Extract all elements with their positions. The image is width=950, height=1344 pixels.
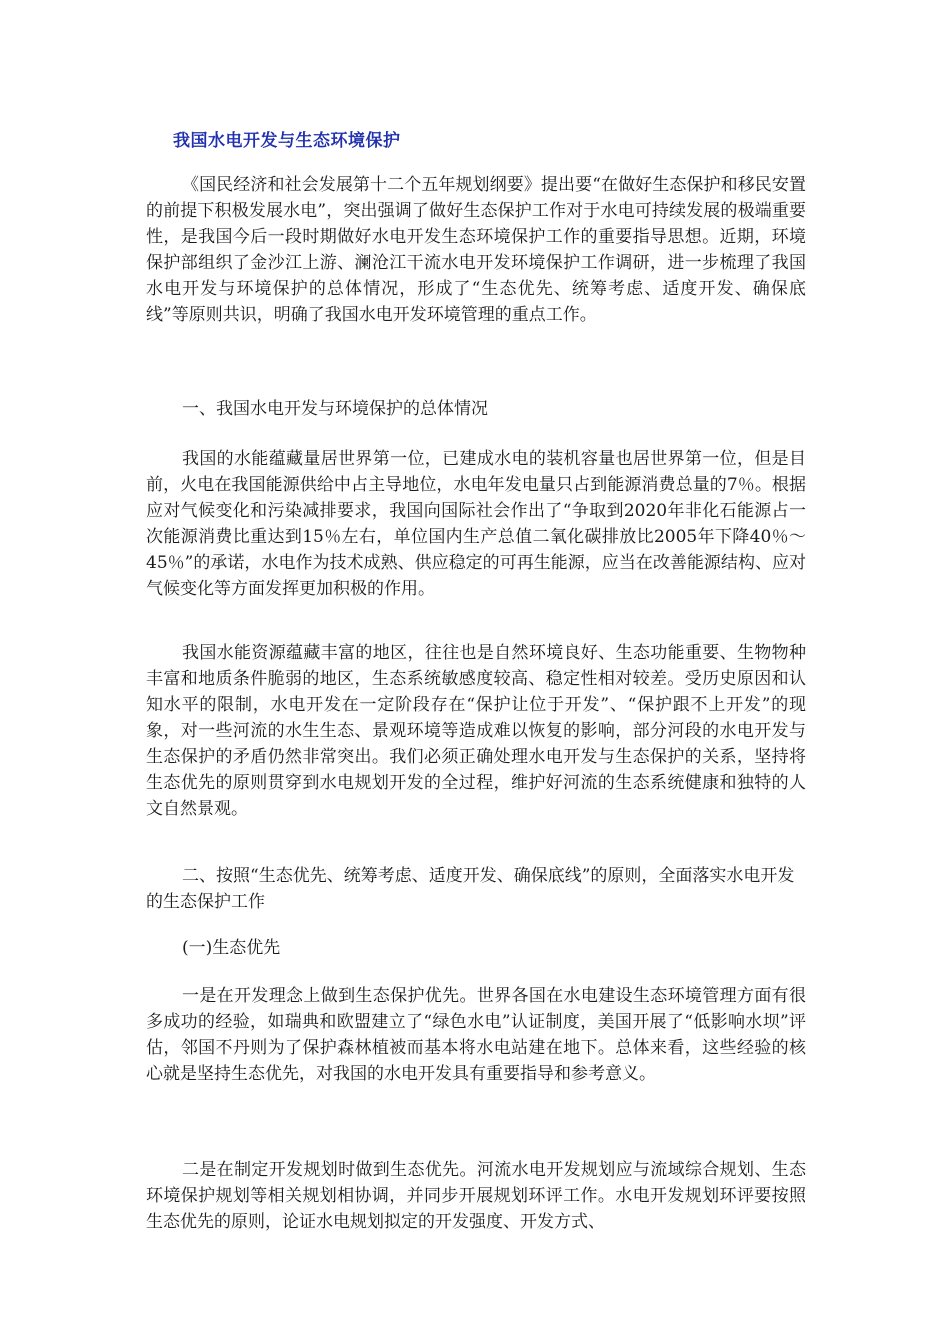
subsection-1-paragraph-2: 二是在制定开发规划时做到生态优先。河流水电开发规划应与流域综合规划、生态环境保护规划等相关规划相协调，并同步开展规划环评工作。水电开发规划环评要按照生态优先的原则，论证水电规划拟定的开发强度、开发方式、 [146,1160,806,1232]
section-1-paragraph-2: 我国水能资源蕴藏丰富的地区，往往也是自然环境良好、生态功能重要、生物物种丰富和地质条件脆弱的地区，生态系统敏感度较高、稳定性相对较差。受历史原因和认知水平的限制，水电开发在一定阶段存在“保护让位于开发”、“保护跟不上开发”的现象，对一些河流的水生生态、景观环境等造成难以恢复的影响，部分河段的水电开发与生态保护的矛盾仍然非常突出。我们必须正确处理水电开发与生态保护的关系，坚持将生态优先的原则贯穿到水电规划开发的全过程，维护好河流的生态系统健康和独特的人文自然景观。 [146,643,806,819]
section-1-heading: 一、我国水电开发与环境保护的总体情况 [182,399,488,419]
document-title: 我国水电开发与生态环境保护 [173,131,401,151]
section-1-paragraph-1: 我国的水能蕴藏量居世界第一位，已建成水电的装机容量也居世界第一位，但是目前，火电在我国能源供给中占主导地位，水电年发电量只占到能源消费总量的7％。根据应对气候变化和污染减排要求，我国向国际社会作出了“争取到2020年非化石能源占一次能源消费比重达到15％左右，单位国内生产总值二氧化碳排放比2005年下降40％～45％”的承诺，水电作为技术成熟、供应稳定的可再生能源，应当在改善能源结构、应对气候变化等方面发挥更加积极的作用。 [146,449,806,599]
subsection-1-paragraph-1: 一是在开发理念上做到生态保护优先。世界各国在水电建设生态环境管理方面有很多成功的经验，如瑞典和欧盟建立了“绿色水电”认证制度，美国开展了“低影响水坝”评估，邻国不丹则为了保护森林植被而基本将水电站建在地下。总体来看，这些经验的核心就是坚持生态优先，对我国的水电开发具有重要指导和参考意义。 [146,986,806,1084]
intro-paragraph: 《国民经济和社会发展第十二个五年规划纲要》提出要“在做好生态保护和移民安置的前提下积极发展水电”，突出强调了做好生态保护工作对于水电可持续发展的极端重要性，是我国今后一段时期做好水电开发生态环境保护工作的重要指导思想。近期，环境保护部组织了金沙江上游、澜沧江干流水电开发环境保护工作调研，进一步梳理了我国水电开发与环境保护的总体情况，形成了“生态优先、统筹考虑、适度开发、确保底线”等原则共识，明确了我国水电开发环境管理的重点工作。 [146,175,806,325]
section-2-heading: 二、按照“生态优先、统筹考虑、适度开发、确保底线”的原则，全面落实水电开发的生态保护工作 [146,866,795,912]
subsection-1-heading: (一)生态优先 [182,938,281,958]
